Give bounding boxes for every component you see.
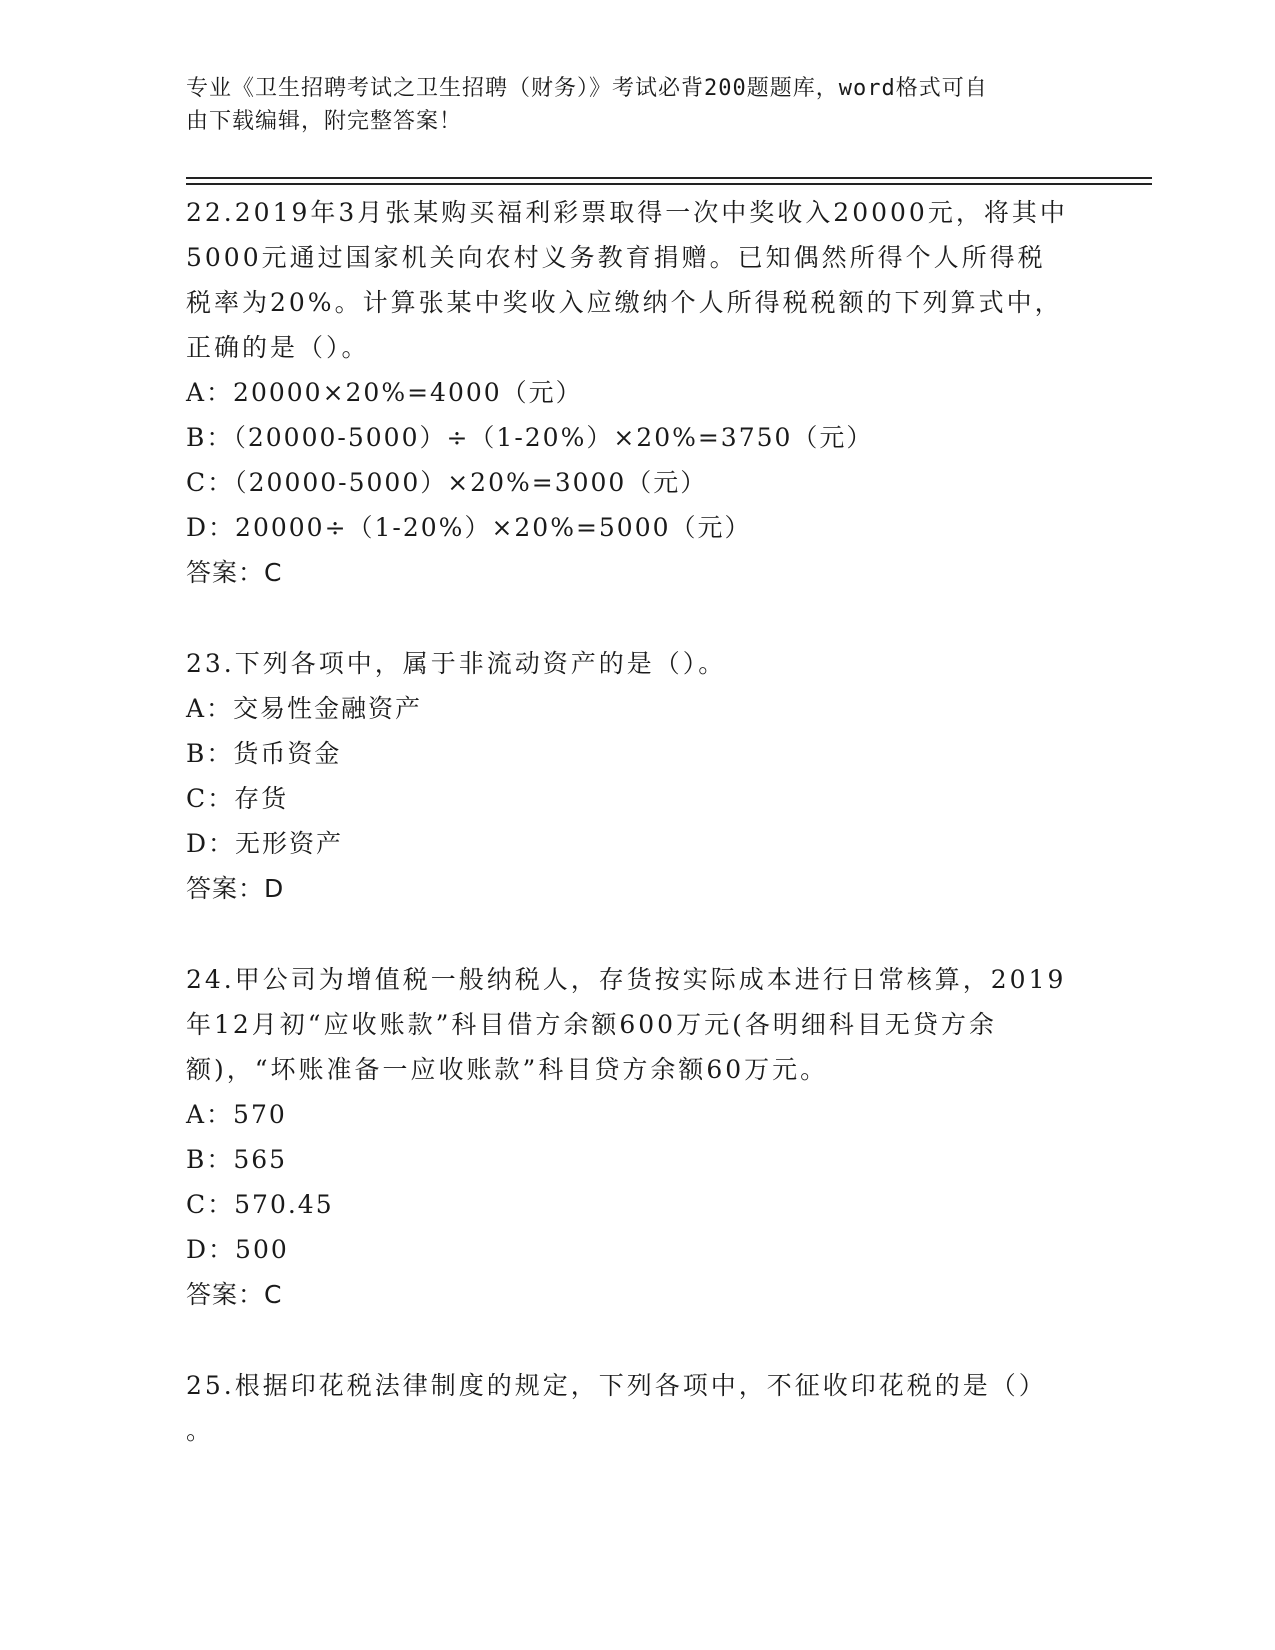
question-stem-line: 24.甲公司为增值税一般纳税人，存货按实际成本进行日常核算，2019 <box>186 965 1067 994</box>
option-a: A：交易性金融资产 <box>186 694 423 723</box>
header-divider-bottom <box>186 183 1152 185</box>
option-b: B：565 <box>186 1145 288 1174</box>
answer-line: 答案：D <box>186 874 285 903</box>
header-line-1: 专业《卫生招聘考试之卫生招聘（财务）》考试必背200题题库，word格式可自 <box>186 76 988 101</box>
answer-line: 答案：C <box>186 1280 283 1309</box>
option-a: A：570 <box>186 1100 287 1129</box>
question-stem-line: 税率为20%。计算张某中奖收入应缴纳个人所得税税额的下列算式中， <box>186 288 1063 317</box>
question-stem-line: 正确的是（）。 <box>186 333 370 362</box>
question-spacer <box>186 1318 1086 1363</box>
question-stem-line: 5000元通过国家机关向农村义务教育捐赠。已知偶然所得个人所得税 <box>186 243 1046 272</box>
question-list <box>186 190 1086 1453</box>
answer-line: 答案：C <box>186 558 283 587</box>
question-24 <box>186 957 1086 1318</box>
option-c: C：570.45 <box>186 1190 334 1219</box>
header-divider-top <box>186 177 1152 179</box>
document-header <box>186 72 1066 138</box>
option-d: D：500 <box>186 1235 289 1264</box>
option-d: D：无形资产 <box>186 829 344 858</box>
question-25 <box>186 1363 1086 1453</box>
option-c: C：（20000-5000）×20%=3000（元） <box>186 468 708 497</box>
question-spacer <box>186 596 1086 641</box>
option-b: B：（20000-5000）÷（1-20%）×20%=3750（元） <box>186 423 874 452</box>
question-stem-line: 。 <box>186 1416 215 1445</box>
option-c: C：存货 <box>186 784 289 813</box>
question-22 <box>186 190 1086 596</box>
question-stem-line: 23.下列各项中，属于非流动资产的是（）。 <box>186 649 727 678</box>
question-stem-line: 年12月初“应收账款”科目借方余额600万元(各明细科目无贷方余 <box>186 1010 997 1039</box>
question-23 <box>186 641 1086 912</box>
question-spacer <box>186 912 1086 957</box>
question-stem-line: 25.根据印花税法律制度的规定，下列各项中，不征收印花税的是（） <box>186 1371 1047 1400</box>
question-stem-line: 额)，“坏账准备一应收账款”科目贷方余额60万元。 <box>186 1055 829 1084</box>
header-line-2: 由下载编辑，附完整答案！ <box>186 109 463 134</box>
option-a: A：20000×20%=4000（元） <box>186 378 583 407</box>
option-b: B：货币资金 <box>186 739 342 768</box>
option-d: D：20000÷（1-20%）×20%=5000（元） <box>186 513 752 542</box>
question-stem-line: 22.2019年3月张某购买福利彩票取得一次中奖收入20000元，将其中 <box>186 198 1068 227</box>
